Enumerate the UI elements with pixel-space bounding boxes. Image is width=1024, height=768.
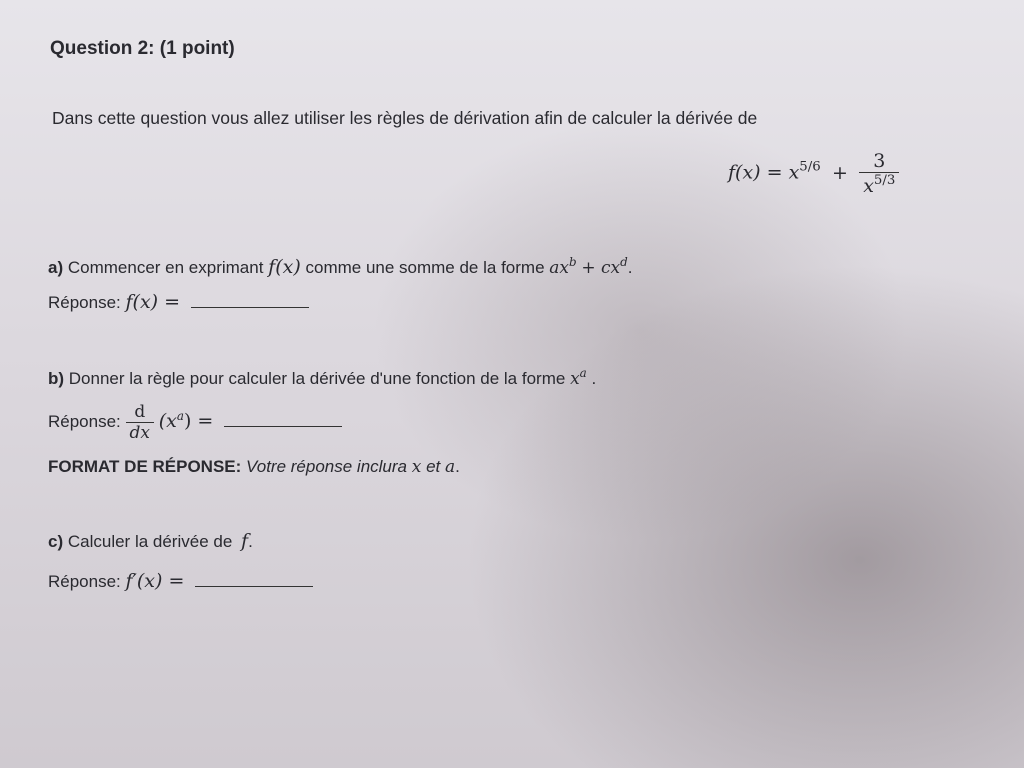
part-c-question <box>48 530 253 552</box>
part-b-paren: (x <box>158 409 177 432</box>
part-a-text-before: Commencer en exprimant <box>67 258 264 278</box>
part-a-text-after: comme une somme de la forme <box>305 258 545 278</box>
part-b-form-base: x <box>570 369 580 390</box>
formula-exp1: 5/6 <box>799 159 821 175</box>
part-a-form: ax <box>549 258 569 279</box>
question-title: Question 2: (1 point) <box>50 38 235 59</box>
formula <box>728 150 899 197</box>
part-a-answer-expr: f(x) = <box>125 291 181 313</box>
format-and: et <box>426 457 441 476</box>
formula-fraction <box>859 150 899 197</box>
format-text: Votre réponse inclura <box>246 457 408 476</box>
format-x: x <box>411 457 422 477</box>
part-b-answer <box>48 402 342 443</box>
part-b-text: Donner la règle pour calculer la dérivée d'une fonction de la forme <box>68 369 566 389</box>
formula-plus: + <box>831 161 848 184</box>
part-a-fx: f(x) <box>268 256 301 279</box>
part-c-label: c) <box>48 532 64 551</box>
part-b-paren-close: ) = <box>183 409 214 432</box>
part-a-form-b: b <box>569 255 577 269</box>
format-label: FORMAT DE RÉPONSE: <box>48 457 242 476</box>
format-period: . <box>455 457 460 476</box>
formula-den-exp: 5/3 <box>873 173 896 188</box>
part-b-answer-label: Réponse: <box>48 411 121 431</box>
part-b-label: b) <box>48 369 65 389</box>
part-b-form-exp: a <box>579 366 587 380</box>
part-c-answer-expr: f′(x) = <box>125 570 185 592</box>
part-b-answer-blank[interactable] <box>224 424 342 427</box>
derivative-den: dx <box>126 422 154 443</box>
part-c-answer-blank[interactable] <box>195 584 313 587</box>
part-b-paren-exp: a <box>176 408 184 423</box>
part-c-f: f <box>241 530 249 552</box>
part-c-answer-label: Réponse: <box>48 572 121 591</box>
part-a-form-plus: + cx <box>581 258 621 279</box>
formula-lhs: f(x) = x <box>728 161 800 184</box>
part-a-form-d: d <box>620 255 628 269</box>
formula-num: 3 <box>873 150 886 172</box>
part-c-text: Calculer la dérivée de <box>67 532 233 551</box>
part-a-answer <box>48 291 309 313</box>
format-a: a <box>445 457 456 477</box>
part-a-label: a) <box>48 258 64 278</box>
format-note <box>48 457 460 477</box>
part-a-period: . <box>627 258 633 278</box>
part-c-answer <box>48 570 313 592</box>
derivative-num: d <box>134 402 146 422</box>
part-a-answer-blank[interactable] <box>191 305 309 308</box>
part-a-question <box>48 255 632 278</box>
part-b-period: . <box>591 369 597 389</box>
intro-text: Dans cette question vous allez utiliser les règles de dérivation afin de calculer la dérivée de <box>52 108 758 128</box>
part-a-answer-label: Réponse: <box>48 293 121 312</box>
part-c-period: . <box>248 532 253 551</box>
formula-den-base: x <box>863 174 874 197</box>
derivative-operator <box>126 402 154 443</box>
part-b-question <box>48 366 596 389</box>
